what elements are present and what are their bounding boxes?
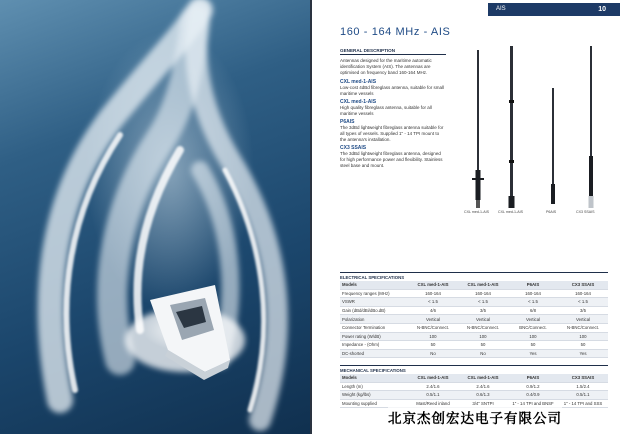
table-cell: 50 <box>430 342 436 348</box>
table-cell: 6/8 <box>530 308 536 314</box>
table-caption: ELECTRICAL SPECIFICATIONS <box>340 272 608 281</box>
antenna-4 <box>589 46 594 208</box>
column-header: Models <box>342 282 357 288</box>
table-cell: 100 <box>529 333 537 339</box>
table-cell: 160-164 <box>575 290 591 296</box>
table-header-row <box>340 374 608 383</box>
table-cell: 160-164 <box>425 290 441 296</box>
table-cell: 0.5/1.1 <box>576 392 590 398</box>
model-name: P6AIS <box>340 119 355 125</box>
table-cell: N-BNC/Connect. <box>467 325 499 331</box>
table-cell: Mounting supplied <box>342 401 377 407</box>
table-cell: Vertical <box>575 316 591 322</box>
table-cell: 3/4" SNTPI <box>472 401 494 407</box>
table-cell: Length (m) <box>342 383 363 389</box>
table-cell: Connector Termination <box>342 325 386 331</box>
page-title: 160 - 164 MHz - AIS <box>340 26 451 38</box>
table-cell: Frequency ranges (MHz) <box>342 290 390 296</box>
table-cell: 1" - 14 TPI and SSS <box>563 401 603 407</box>
table-cell: Gain (dBd/dBi/dBo.dB) <box>342 308 386 314</box>
table-cell: Yes <box>529 351 537 357</box>
table-cell: 160-164 <box>475 290 491 296</box>
table-row <box>340 391 608 400</box>
table-cell: 1" - 14 TPI and BNSF <box>512 401 554 407</box>
table-row <box>340 383 608 392</box>
page-number: 10 <box>598 6 606 13</box>
general-description <box>340 58 446 171</box>
table-cell: 160-164 <box>525 290 541 296</box>
spec-page <box>312 0 620 434</box>
table-cell: 2.4/1.6 <box>476 383 490 389</box>
table-cell: < 1.5 <box>528 299 538 305</box>
page-header <box>312 0 620 22</box>
table-cell: 50 <box>580 342 586 348</box>
table-cell: Polarization <box>342 316 365 322</box>
table-cell: BNC/Connect. <box>519 325 547 331</box>
table-row <box>340 324 608 333</box>
table-cell: 1.5/2.4 <box>576 383 590 389</box>
table-cell: N-BNC/Connect. <box>417 325 449 331</box>
antenna-illustrations <box>460 40 620 230</box>
model-name: CX3 SSAIS <box>340 145 367 151</box>
table-cell: 100 <box>479 333 487 339</box>
model-text: The 3dBd lightweight fibreglass antenna suitable for all types of vessels. Supplied 1" - 14 TPI mount to the antenna's installation. <box>340 125 444 142</box>
column-header: P6AIS <box>526 375 540 381</box>
table-cell: 0.5/1.1 <box>426 392 440 398</box>
table-cell: < 1.5 <box>578 299 588 305</box>
table-cell: 100 <box>579 333 587 339</box>
antenna-label: CX3 SSAIS <box>576 210 595 214</box>
table-row <box>340 333 608 342</box>
table-cell: < 1.5 <box>428 299 438 305</box>
table-cell: 0.4/0.9 <box>526 392 540 398</box>
model-text: High quality fibreglass antenna, suitable for all maritime vessels <box>340 105 432 116</box>
column-header: CXL med-1-AIS <box>417 375 449 381</box>
table-cell: Vertical <box>425 316 441 322</box>
table-cell: 100 <box>429 333 437 339</box>
table-cell: 3/5 <box>580 308 586 314</box>
table-cell: Weight (kg/lbs) <box>342 392 371 398</box>
table-row <box>340 307 608 316</box>
mechanical-spec-table <box>340 365 608 408</box>
antenna-label: CXL med-1-AIS <box>464 210 490 214</box>
antenna-label: P6AIS <box>546 210 557 214</box>
table-row <box>340 290 608 299</box>
antenna-2 <box>509 46 515 208</box>
model-text: The 3dBd lightweight fibreglass antenna, designed for high performance power and flexibility. Stainless steel base and mount. <box>340 151 443 168</box>
column-header: CXL med-1-AIS <box>467 375 499 381</box>
section-label: AIS <box>496 6 506 12</box>
watermark-text: 北京杰创宏达电子有限公司 <box>388 407 562 427</box>
model-text: Low-cost 4dBd fibreglass antenna, suitable for small maritime vessels <box>340 85 445 96</box>
antenna-3 <box>551 88 555 204</box>
general-description-heading: GENERAL DESCRIPTION <box>340 48 446 55</box>
table-row <box>340 298 608 307</box>
table-cell: N-BNC/Connect. <box>567 325 599 331</box>
antenna-drawing <box>460 40 620 230</box>
column-header: CX3 SSAIS <box>571 282 595 288</box>
model-name: CXL med-1-AIS <box>340 79 377 85</box>
intro-text: Antennas designed for the maritime automatic identification System (AIS). The antennas are optimised on frequency band 160-164 MHz. <box>340 58 432 75</box>
table-cell: Impedance - (Ohm) <box>342 342 380 348</box>
column-header: CXL med-1-AIS <box>467 282 499 288</box>
table-cell: Vertical <box>525 316 541 322</box>
table-cell: Power rating (W/dB) <box>342 333 381 339</box>
section-tab <box>488 3 620 16</box>
table-cell: 3/5 <box>480 308 486 314</box>
table-cell: < 1.5 <box>478 299 488 305</box>
table-row <box>340 350 608 359</box>
table-cell: 0.6/1.3 <box>476 392 490 398</box>
table-cell: 0.9/1.2 <box>526 383 540 389</box>
antenna-label: CXL med-1-AIS <box>498 210 524 214</box>
table-row <box>340 341 608 350</box>
table-cell: 50 <box>480 342 486 348</box>
model-name: CXL med-1-AIS <box>340 99 377 105</box>
antenna-1 <box>472 50 484 208</box>
table-row <box>340 315 608 324</box>
table-header-row <box>340 281 608 290</box>
table-cell: Yes <box>579 351 587 357</box>
table-caption: MECHANICAL SPECIFICATIONS <box>340 365 608 374</box>
table-cell: No <box>480 351 486 357</box>
table-cell: DC-shorted <box>342 351 364 357</box>
column-header: CX3 SSAIS <box>571 375 595 381</box>
table-cell: 50 <box>530 342 536 348</box>
table-cell: Vertical <box>475 316 491 322</box>
table-cell: No <box>430 351 436 357</box>
electrical-spec-table <box>340 272 608 358</box>
table-cell: Mast/Reed inland <box>416 401 450 407</box>
table-cell: 2.4/1.6 <box>426 383 440 389</box>
table-cell: 4/6 <box>430 308 436 314</box>
column-header: P6AIS <box>526 282 540 288</box>
table-cell: VSWR <box>342 299 355 305</box>
column-header: Models <box>342 375 357 381</box>
column-header: CXL med-1-AIS <box>417 282 449 288</box>
